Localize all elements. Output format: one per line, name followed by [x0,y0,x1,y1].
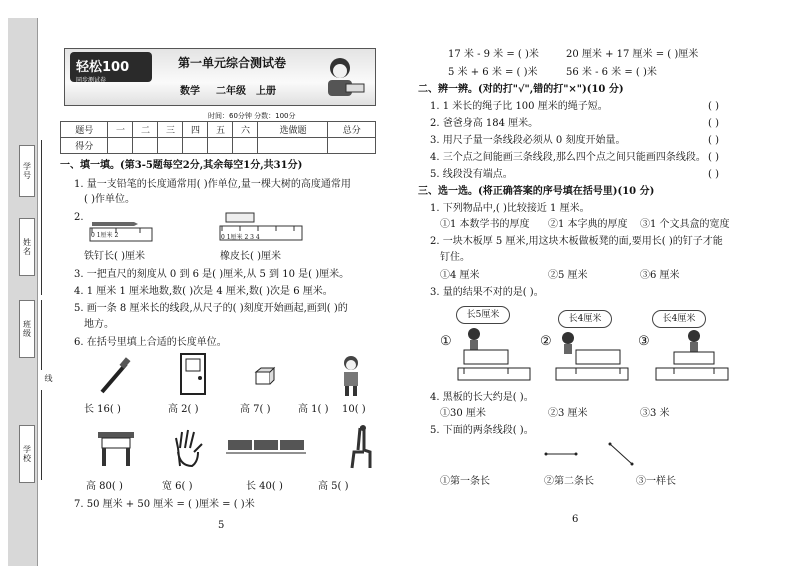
judge-1: 1. 1 米长的绳子比 100 厘米的绳子短。 [430,101,608,112]
q6-hand-answer: 宽 6( ) [162,481,193,492]
sidebar-field-school: 学校 [19,425,35,483]
giraffe-icon [340,424,374,470]
q5-line-a: 5. 画一条 8 厘米长的线段,从尺子的( )刻度开始画起,画到( )的 [74,303,348,314]
score-header-cell: 四 [183,122,208,138]
section-3-title: 三、选一选。(将正确答案的序号填在括号里)(10 分) [418,186,655,197]
judge-3-answer[interactable]: ( ) [708,135,719,146]
mc-3-option-3[interactable]: ③ [638,334,650,349]
door-icon [178,352,208,396]
mc-4-option-3[interactable]: ③3 米 [640,408,670,419]
score-header-cell: 六 [233,122,258,138]
binding-line-mark: 线 [44,374,53,382]
score-header-cell: 总分 [328,122,376,138]
line-segments-figure [540,440,640,468]
score-cell[interactable] [328,138,376,154]
measure-figure-1 [456,326,532,384]
q2-label: 2. [74,212,84,223]
q6-toothbrush-answer: 长 16( ) [84,404,121,415]
q6-text: 6. 在括号里填上合适的长度单位。 [74,337,227,348]
toothbrush-icon [98,356,134,396]
mc-3-option-1[interactable]: ① [440,334,452,349]
judge-5-answer[interactable]: ( ) [708,169,719,180]
cube-box-icon [254,366,276,386]
sidebar-field-name: 姓名 [19,218,35,276]
q6-child-answer: 高 1( ) [298,404,329,415]
measure-figure-3 [654,326,730,384]
q6-door-answer: 高 2( ) [168,404,199,415]
mc-2-option-1[interactable]: ①4 厘米 [440,270,480,281]
q7-text: 7. 50 厘米 + 50 厘米 = ( )厘米 = ( )米 [74,499,255,510]
mc-4-option-2[interactable]: ②3 厘米 [548,408,588,419]
mc-1-option-2[interactable]: ②1 本字典的厚度 [548,219,628,230]
mc-1-option-1[interactable]: ①1 本数学书的厚度 [440,219,530,230]
child-icon [338,354,364,398]
q1-line-a: 1. 量一支铅笔的长度通常用( )作单位,量一棵大树的高度通常用 [74,179,351,190]
page-number-left: 5 [218,520,225,531]
mc-2-option-2[interactable]: ②5 厘米 [548,270,588,281]
q6-giraffe-answer: 高 5( ) [318,481,349,492]
judge-4-answer[interactable]: ( ) [708,152,719,163]
q5-line-b: 地方。 [84,319,114,330]
speech-bubble-1: 长5厘米 [456,306,510,324]
calc-3: 5 米 + 6 米 = ( )米 [448,67,538,78]
student-illustration [312,52,368,102]
sidebar-field-class: 班级 [19,300,35,358]
mc-4-option-1[interactable]: ①30 厘米 [440,408,486,419]
mc-1: 1. 下列物品中,( )比较接近 1 厘米。 [430,203,590,214]
test-info: 时间：60分钟 分数：100分 [208,112,296,120]
measure-figure-2 [554,326,630,384]
mc-1-option-3[interactable]: ③1 个文具盒的宽度 [640,219,730,230]
score-header-cell: 选做题 [258,122,328,138]
ruler-1-labels: 0 1厘米 2 [91,232,119,239]
binding-line [41,140,42,220]
grade-label: 二年级 [216,86,246,97]
q6-box-answer: 高 7( ) [240,404,271,415]
mc-2-line-b: 钉住。 [440,252,470,263]
mc-5-option-1[interactable]: ①第一条长 [440,476,490,487]
judge-2: 2. 爸爸身高 184 厘米。 [430,118,539,129]
page-number-right: 6 [572,514,579,525]
q6-extra-answer: 10( ) [342,404,366,415]
desk-icon [96,428,136,468]
sidebar-field-student-id: 学号 [19,145,35,197]
volume-label: 上册 [256,86,276,97]
judge-1-answer[interactable]: ( ) [708,101,719,112]
calc-1: 17 米 - 9 米 = ( )米 [448,49,539,60]
brand-logo: 轻松100 同步测试卷 [70,52,152,82]
test-title: 第一单元综合测试卷 [178,56,287,70]
section-2-title: 二、辨一辨。(对的打"√",错的打"×")(10 分) [418,84,624,95]
score-cell[interactable] [183,138,208,154]
q6-desk-answer: 高 80( ) [86,481,123,492]
judge-3: 3. 用尺子量一条线段必须从 0 刻度开始量。 [430,135,626,146]
speech-bubble-3: 长4厘米 [652,310,706,328]
mc-5-option-2[interactable]: ②第二条长 [544,476,594,487]
score-header-cell: 三 [158,122,183,138]
calc-4: 56 米 - 6 米 = ( )米 [566,67,657,78]
section-1-title: 一、填一填。(第3-5题每空2分,其余每空1分,共31分) [60,160,303,171]
score-cell[interactable] [108,138,133,154]
binding-strip [8,18,38,566]
score-table [60,121,376,154]
binding-line [41,390,42,480]
judge-5: 5. 线段没有端点。 [430,169,513,180]
q6-train-answer: 长 40( ) [246,481,283,492]
train-icon [226,436,306,456]
judge-4: 4. 三个点之间能画三条线段,那么四个点之间只能画四条线段。 [430,152,706,163]
mc-5-option-3[interactable]: ③一样长 [636,476,676,487]
score-cell[interactable] [233,138,258,154]
score-cell[interactable] [133,138,158,154]
mc-5: 5. 下面的两条线段( )。 [430,425,534,436]
q3-text: 3. 一把直尺的刻度从 0 到 6 是( )厘米,从 5 到 10 是( )厘米。 [74,269,350,280]
subject-label: 数学 [180,86,200,97]
score-cell[interactable] [258,138,328,154]
speech-bubble-2: 长4厘米 [558,310,612,328]
binding-line [41,215,42,295]
binding-line [41,300,42,370]
score-row-label: 得分 [61,138,108,154]
mc-2-option-3[interactable]: ③6 厘米 [640,270,680,281]
q2-nail-answer: 铁钉长( )厘米 [84,251,145,262]
calc-2: 20 厘米 + 17 厘米 = ( )厘米 [566,49,699,60]
mc-3: 3. 量的结果不对的是( )。 [430,287,544,298]
q2-eraser-answer: 橡皮长( )厘米 [220,251,281,262]
q4-text: 4. 1 厘米 1 厘米地数,数( )次是 4 厘米,数( )次是 6 厘米。 [74,286,333,297]
score-header-cell: 五 [208,122,233,138]
judge-2-answer[interactable]: ( ) [708,118,719,129]
score-header-cell: 题号 [61,122,108,138]
score-header-cell: 一 [108,122,133,138]
mc-2-line-a: 2. 一块木板厚 5 厘米,用这块木板做板凳的面,要用长( )的钉子才能 [430,236,723,247]
q1-line-b: ( )作单位。 [84,194,135,205]
score-cell[interactable] [158,138,183,154]
mc-3-option-2[interactable]: ② [540,334,552,349]
hand-icon [172,428,206,468]
mc-4: 4. 黑板的长大约是( )。 [430,392,534,403]
ruler-2-labels: 0 1厘米 2 3 4 [221,234,260,241]
score-header-cell: 二 [133,122,158,138]
score-cell[interactable] [208,138,233,154]
